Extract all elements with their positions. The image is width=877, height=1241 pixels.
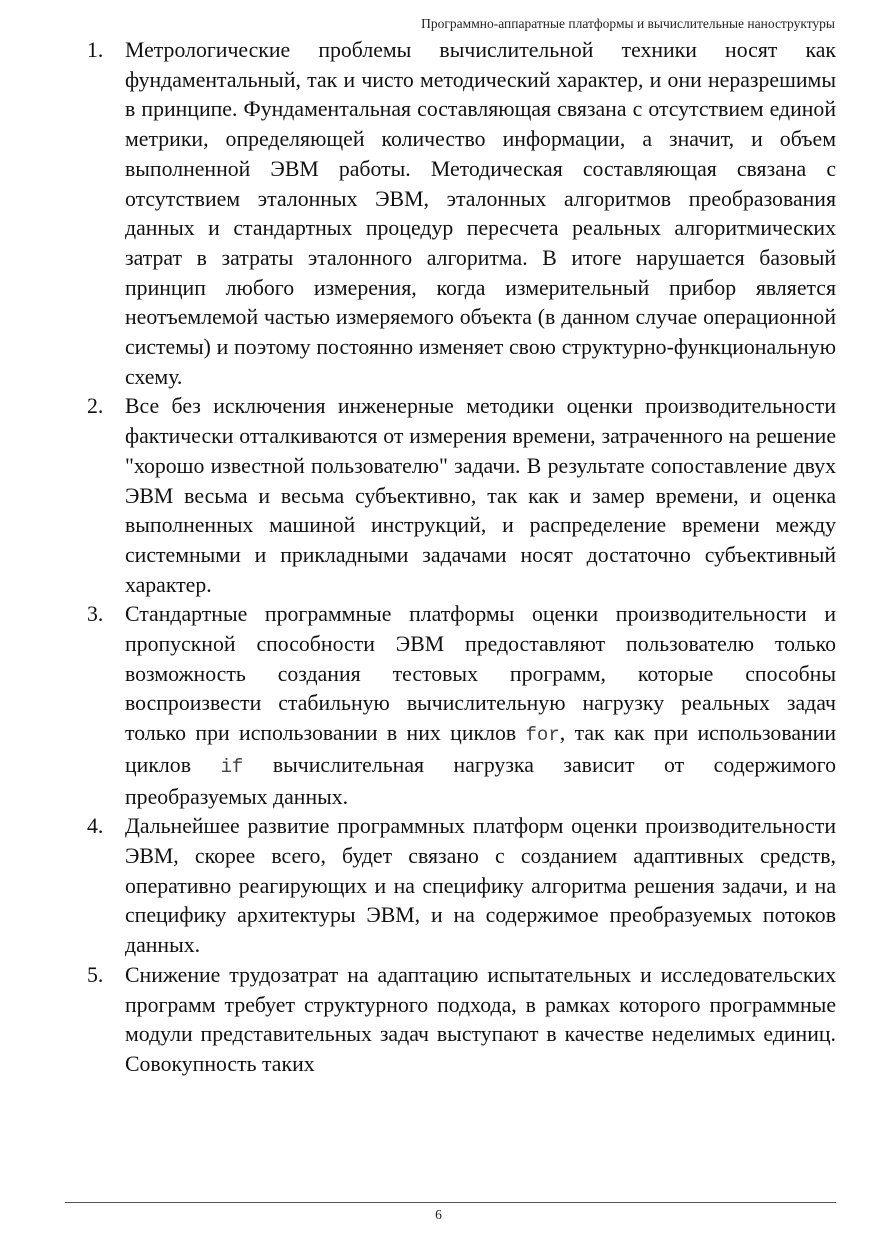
list-item — [87, 812, 836, 961]
list-item-text: Снижение трудозатрат на адаптацию испытательных и исследовательских программ требует структурного подхода, в рамках которого программные модули представительных задач выступают в качестве неделимых единиц. Совокупность таких — [125, 962, 836, 1076]
list-item-text — [125, 600, 836, 812]
list-item-number: 5. — [87, 962, 104, 987]
code-keyword-if: if — [220, 755, 244, 778]
list-item-number: 1. — [87, 38, 104, 62]
list-item-number: 2. — [87, 394, 104, 419]
text-segment: вычислительная нагрузка зависит от содержимого преобразуемых данных. — [125, 752, 836, 809]
text-segment: , так как при использовании циклов — [125, 721, 836, 777]
footer-divider — [65, 1202, 836, 1203]
text-segment: Стандартные программные платформы оценки производительности и пропускной способности ЭВМ предоставляют пользователю только возможность создания тестовых программ, которые способны воспроизвести стабильную вычислительную нагрузку реальных задач только при использовании в них циклов — [125, 602, 836, 746]
running-header: Программно-аппаратные платформы и вычислительные наноструктуры — [421, 16, 835, 31]
list-item-text: Дальнейшее развитие программных платформ оценки производительности ЭВМ, скорее всего, будет связано с созданием адаптивных средств, оперативно реагирующих и на специфику алгоритма решения задачи, и на специфику архитектуры ЭВМ, и на содержимое преобразуемых потоков данных. — [125, 814, 836, 958]
code-keyword-for: for — [525, 724, 560, 747]
document-body — [87, 36, 836, 1199]
list-item — [87, 36, 836, 392]
list-item-number: 4. — [87, 814, 104, 839]
list-item-number: 3. — [87, 602, 104, 627]
list-item — [87, 961, 836, 1080]
list-item — [87, 392, 836, 600]
list-item-text: Все без исключения инженерные методики оценки производительности фактически отталкиваются от измерения времени, затраченного на решение "хорошо известной пользователю" задачи. В результате сопоставление двух ЭВМ весьма и весьма субъективно, так как и замер времени, и оценка выполненных машиной инструкций, и распределение времени между системными и прикладными задачами носят достаточно субъективный характер. — [125, 394, 836, 597]
page-number: 6 — [435, 1207, 442, 1222]
list-item — [87, 600, 836, 812]
list-item-text: Метрологические проблемы вычислительной техники носят как фундаментальный, так и чисто методический характер, и они неразрешимы в принципе. Фундаментальная составляющая связана с отсутствием единой метрики, определяющей количество информации, а значит, и объем выполненной ЭВМ работы. Методическая составляющая связана с отсутствием эталонных ЭВМ, эталонных алгоритмов преобразования данных и стандартных процедур пересчета реальных алгоритмических затрат в затраты эталонного алгоритма. В итоге нарушается базовый принцип любого измерения, когда измерительный прибор является неотъемлемой частью измеряемого объекта (в данном случае операционной системы) и поэтому постоянно изменяет свою структурно-функциональную схему. — [125, 38, 836, 389]
